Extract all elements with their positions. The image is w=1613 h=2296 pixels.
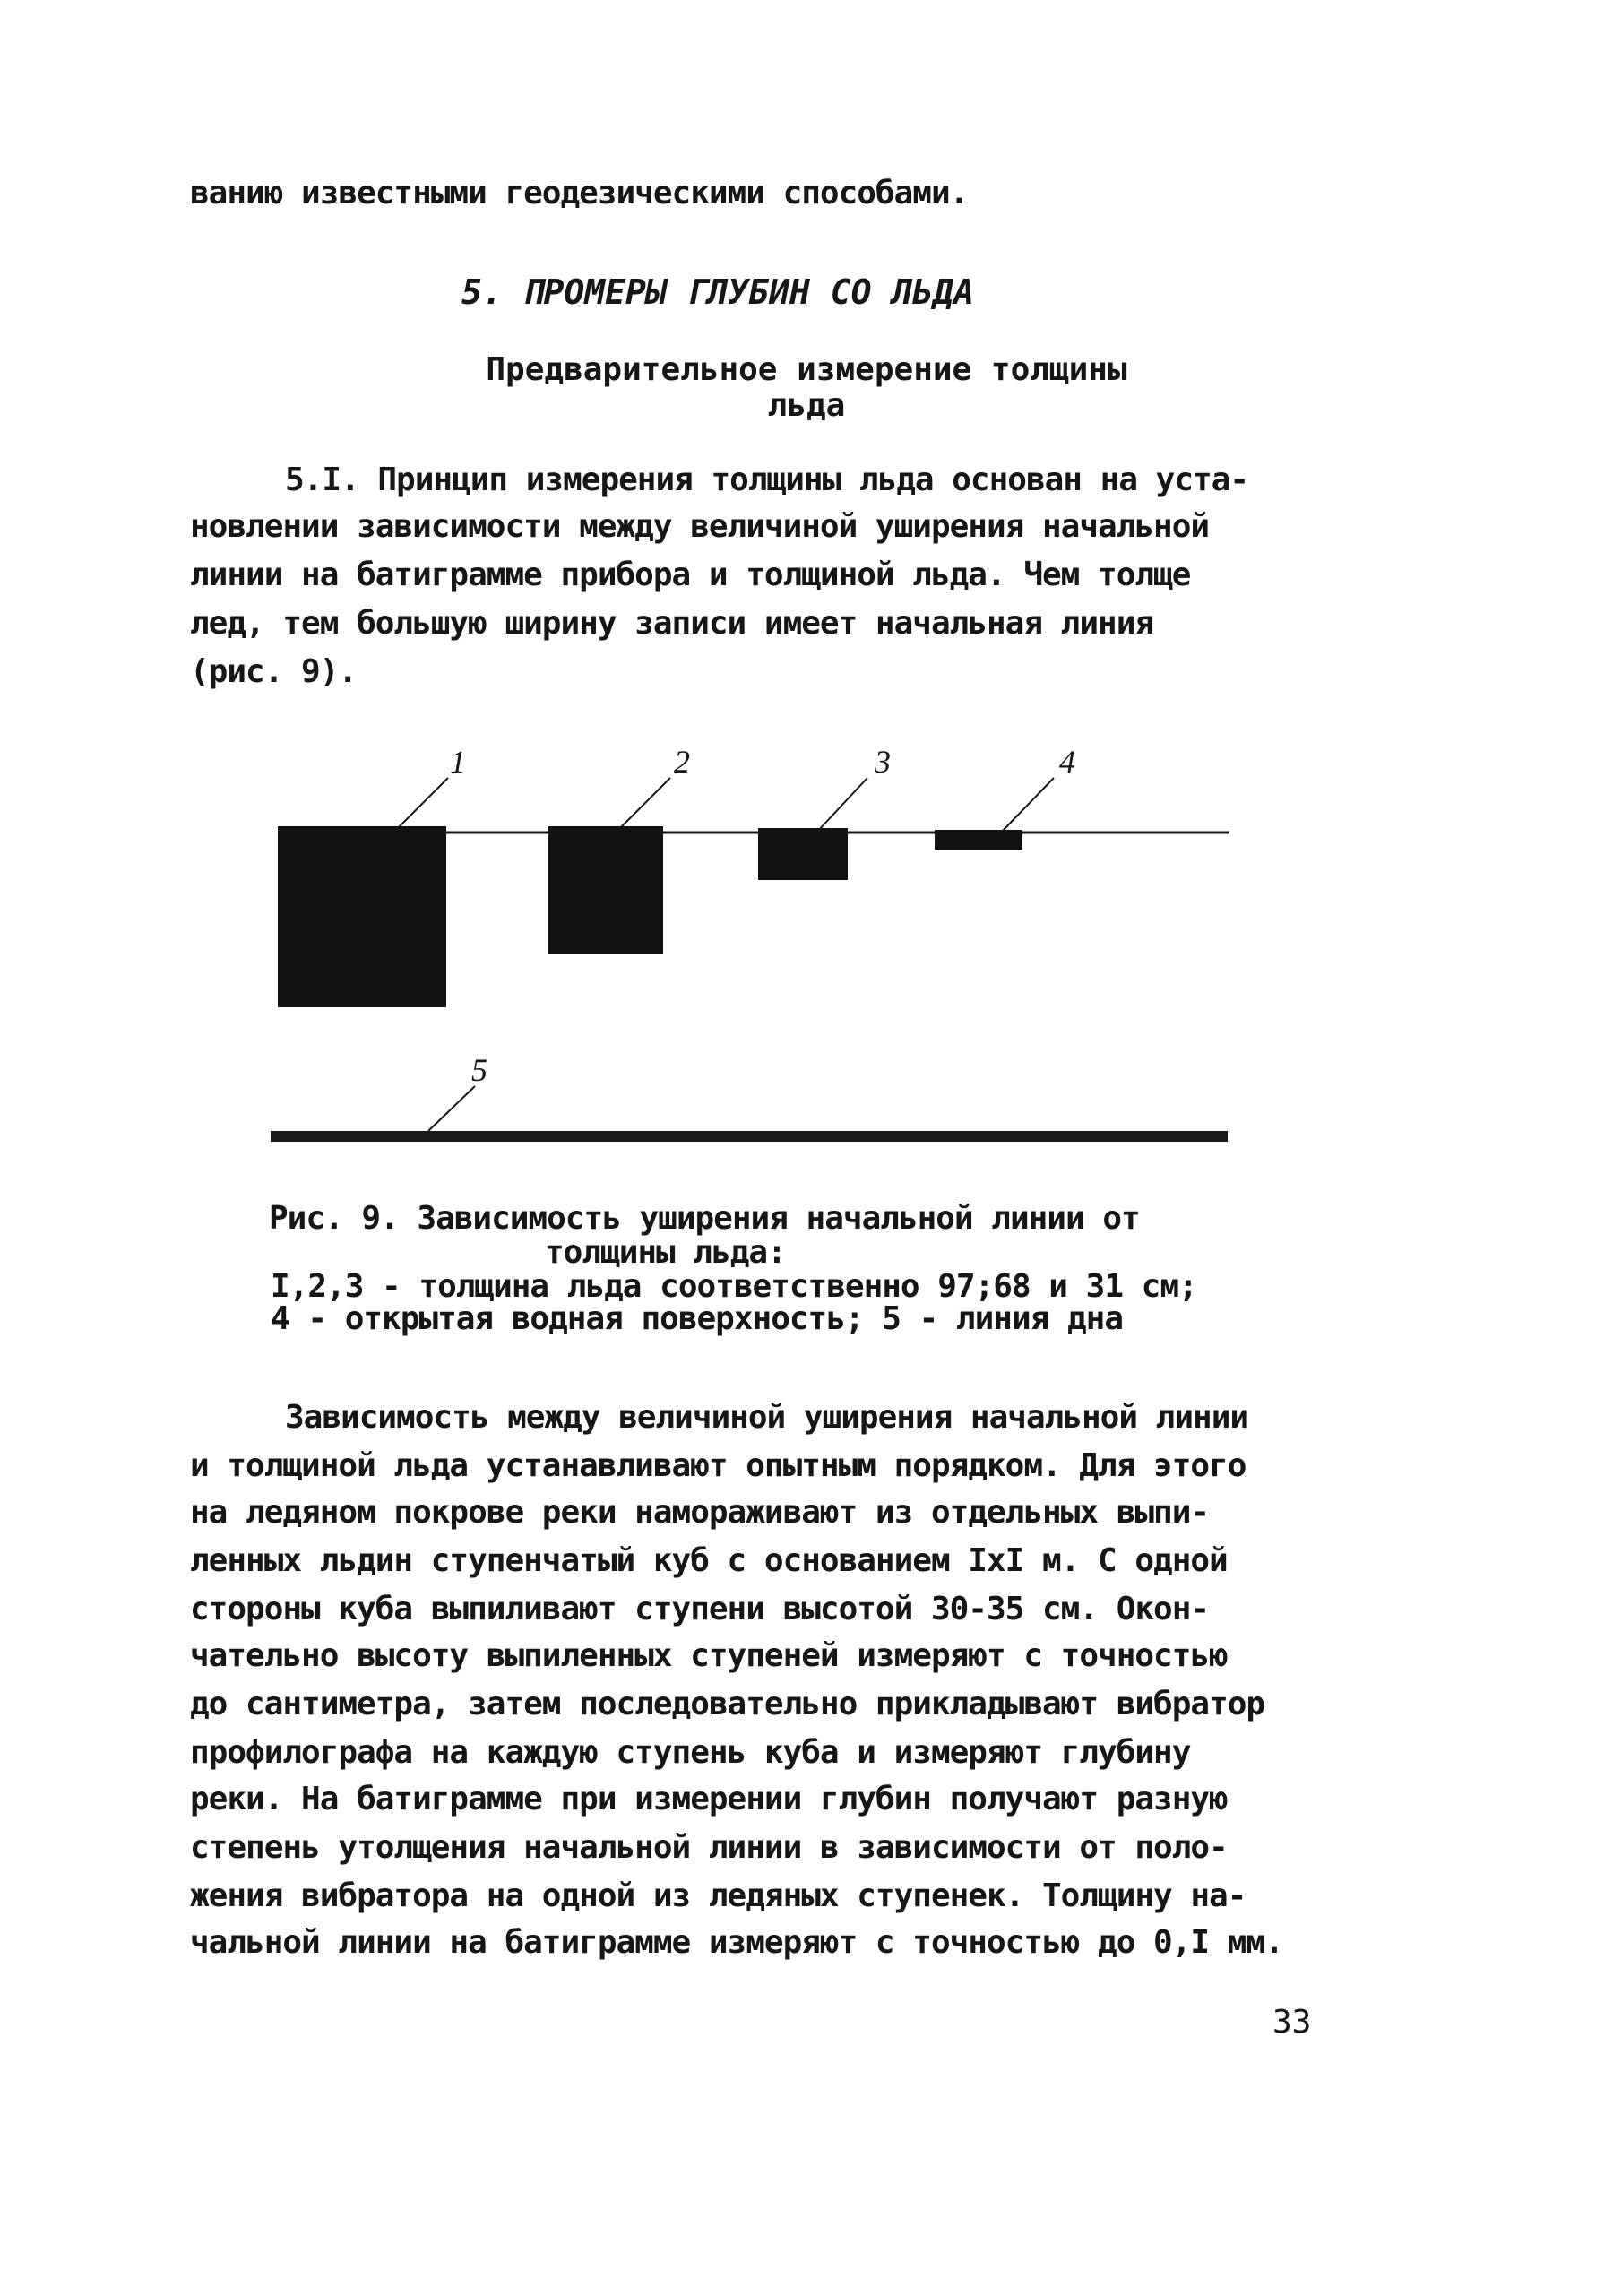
caption-line-3: I,2,3 - толщина льда соответственно 97;68 и 31 см; (271, 1268, 1197, 1305)
subtitle-line-2: льда (767, 387, 846, 424)
bar-2 (548, 826, 663, 954)
section-title: 5. ПРОМЕРЫ ГЛУБИН СО ЛЬДА (461, 272, 974, 312)
label-5: 5 (471, 1052, 487, 1088)
para2-line-8: профилографа на каждую ступень куба и измеряют глубину (190, 1734, 1191, 1771)
para2-line-6: чательно высоту выпиленных ступеней измеряют с точностью (190, 1637, 1228, 1674)
caption-line-2: толщины льда: (545, 1234, 786, 1271)
para2-line-3: на ледяном покрове реки намораживают из отдельных выпи- (190, 1494, 1210, 1531)
para1-line-1: 5.I. Принцип измерения толщины льда основан на уста- (285, 462, 1249, 498)
para2-line-1: Зависимость между величиной уширения начальной линии (285, 1399, 1249, 1436)
leader-1 (394, 778, 448, 832)
leader-4 (1002, 778, 1054, 832)
label-4: 4 (1059, 744, 1075, 780)
caption-line-1: Рис. 9. Зависимость уширения начальной линии от (269, 1200, 1140, 1237)
label-2: 2 (674, 744, 690, 780)
top-line: ванию известными геодезическими способами. (190, 175, 969, 211)
leader-3 (817, 778, 867, 832)
para2-line-5: стороны куба выпиливают ступени высотой 30-35 см. Окон- (190, 1591, 1210, 1627)
leader-5 (428, 1086, 475, 1131)
para1-line-5: (рис. 9). (190, 653, 358, 690)
para2-line-4: ленных льдин ступенчатый куб с основанием IxI м. С одной (190, 1542, 1228, 1579)
bottom-line (271, 1131, 1228, 1142)
caption-line-4: 4 - открытая водная поверхность; 5 - линия дна (271, 1300, 1123, 1337)
para1-line-2: новлении зависимости между величиной уширения начальной (190, 508, 1210, 545)
para2-line-9: реки. На батиграмме при измерении глубин получают разную (190, 1781, 1228, 1817)
para2-line-7: до сантиметра, затем последовательно прикладывают вибратор (190, 1686, 1265, 1722)
para2-line-12: чальной линии на батиграмме измеряют с точностью до 0,I мм. (190, 1924, 1283, 1961)
bar-4 (935, 830, 1022, 850)
bar-3 (758, 828, 848, 880)
subtitle-line-1: Предварительное измерение толщины (486, 351, 1127, 388)
leader-2 (618, 778, 670, 830)
bar-1 (278, 826, 446, 1007)
label-3: 3 (875, 744, 891, 780)
label-1: 1 (450, 744, 466, 780)
para2-line-10: степень утолщения начальной линии в зависимости от поло- (190, 1829, 1228, 1866)
para1-line-4: лед, тем большую ширину записи имеет начальная линия (190, 605, 1154, 642)
page-number: 33 (1272, 2004, 1312, 2041)
para2-line-2: и толщиной льда устанавливают опытным порядком. Для этого (190, 1447, 1246, 1484)
para2-line-11: жения вибратора на одной из ледяных ступенек. Толщину на- (190, 1877, 1246, 1914)
para1-line-3: линии на батиграмме прибора и толщиной льда. Чем толще (190, 557, 1191, 593)
